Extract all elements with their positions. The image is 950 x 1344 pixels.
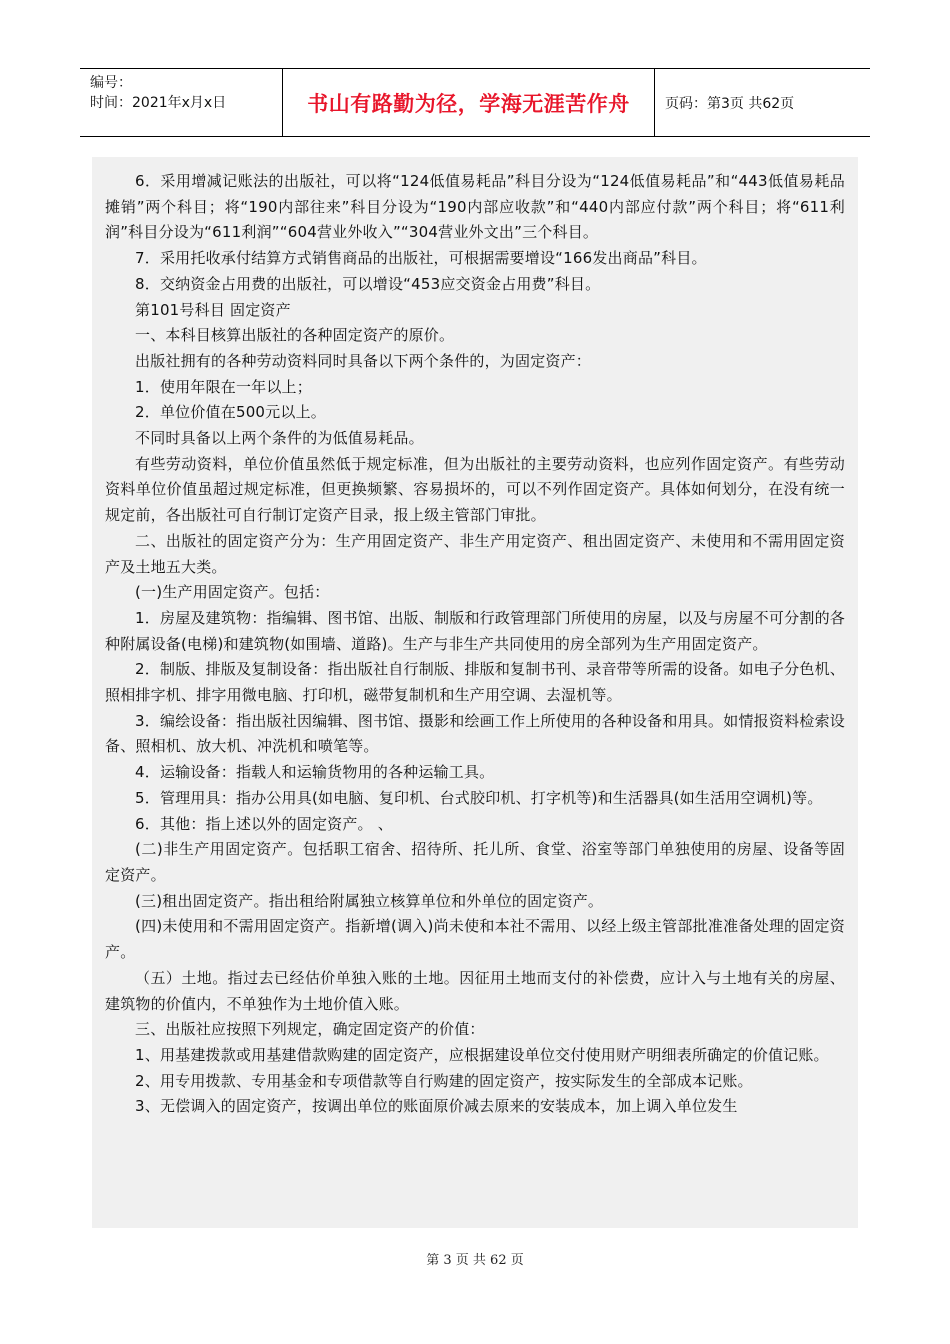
paragraph: 一、本科目核算出版社的各种固定资产的原价。 — [135, 326, 455, 345]
paragraph: 8．交纳资金占用费的出版社，可以增设“453应交资金占用费”科目。 — [135, 274, 601, 293]
paragraph: 出版社拥有的各种劳动资料同时具备以下两个条件的，为固定资产： — [135, 351, 592, 370]
paragraph: (四)未使用和不需用固定资产。指新增(调入)尚未使和本社不需用、以经上级主管部批准准备处理的固定资产。 — [105, 917, 845, 962]
document-text — [105, 169, 845, 1120]
header-motto-cell — [283, 69, 655, 136]
paragraph: 有些劳动资料，单位价值虽然低于规定标准，但为出版社的主要劳动资料，也应列作固定资产。有些劳动资料单位价值虽超过规定标准，但更换频繁、容易损坏的，可以不列作固定资产。具体如何划分，在没有统一规定前，各出版社可自行制订定资产目录，报上级主管部门审批。 — [105, 454, 845, 525]
paragraph: 1．房屋及建筑物：指编辑、图书馆、出版、制版和行政管理部门所使用的房屋，以及与房屋不可分割的各种附属设备(电梯)和建筑物(如围墙、道路)。生产与非生产共同使用的房全部列为生产用固定资产。 — [105, 608, 845, 653]
paragraph: 3．编绘设备：指出版社因编辑、图书馆、摄影和绘画工作上所使用的各种设备和用具。如情报资料检索设备、照相机、放大机、冲洗机和喷笔等。 — [105, 711, 845, 756]
document-body — [92, 157, 858, 1228]
header-meta — [80, 69, 283, 136]
document-time-label: 时间：2021年x月x日 — [90, 95, 227, 111]
paragraph: (一)生产用固定资产。包括： — [135, 583, 330, 602]
paragraph: （五）土地。指过去已经估价单独入账的土地。因征用土地而支付的补偿费，应计入与土地有关的房屋、建筑物的价值内，不单独作为土地价值入账。 — [105, 968, 845, 1013]
paragraph: 不同时具备以上两个条件的为低值易耗品。 — [135, 429, 424, 448]
header-page-cell — [655, 69, 870, 136]
paragraph: 6．采用增减记账法的出版社，可以将“124低值易耗品”科目分设为“124低值易耗品”和“443低值易耗品摊销”两个科目；将“190内部往来”科目分设为“190内部应收款”和“440内部应付款”两个科目；将“611利润”科目分设为“611利润”“604营业外收入”“304营业外文出”三个科目。 — [105, 172, 845, 242]
paragraph: 2．单位价值在500元以上。 — [135, 403, 326, 422]
paragraph: 2、用专用拨款、专用基金和专项借款等自行购建的固定资产，按实际发生的全部成本记账。 — [135, 1071, 753, 1090]
header-motto: 书山有路勤为径，学海无涯苦作舟 — [307, 91, 630, 116]
document-number-label: 编号： — [90, 75, 132, 91]
paragraph: 二、出版社的固定资产分为：生产用固定资产、非生产用定资产、租出固定资产、未使用和不需用固定资产及土地五大类。 — [105, 531, 845, 576]
header-page-label: 页码：第3页 共62页 — [665, 95, 795, 112]
page-footer: 第 3 页 共 62 页 — [426, 1253, 524, 1268]
section-heading: 第101号科目 固定资产 — [135, 300, 291, 319]
paragraph: 三、出版社应按照下列规定，确定固定资产的价值： — [135, 1020, 485, 1039]
paragraph: 4．运输设备：指载人和运输货物用的各种运输工具。 — [135, 763, 495, 782]
paragraph: 1．使用年限在一年以上； — [135, 377, 312, 396]
paragraph: 5．管理用具：指办公用具(如电脑、复印机、台式胶印机、打字机等)和生活器具(如生活用空调机)等。 — [135, 788, 823, 807]
page-header — [80, 68, 870, 137]
paragraph: 2．制版、排版及复制设备：指出版社自行制版、排版和复制书刊、录音带等所需的设备。如电子分色机、照相排字机、排字用微电脑、打印机，磁带复制机和生产用空调、去湿机等。 — [105, 660, 845, 705]
paragraph: 1、用基建拨款或用基建借款购建的固定资产，应根据建设单位交付使用财产明细表所确定的价值记账。 — [135, 1045, 829, 1064]
paragraph: 3、无偿调入的固定资产，按调出单位的账面原价减去原来的安装成本，加上调入单位发生 — [135, 1097, 738, 1116]
paragraph: (三)租出固定资产。指出租给附属独立核算单位和外单位的固定资产。 — [135, 891, 604, 910]
paragraph: 7．采用托收承付结算方式销售商品的出版社，可根据需要增设“166发出商品”科目。 — [135, 249, 707, 268]
paragraph: 6．其他：指上述以外的固定资产。 、 — [135, 814, 393, 833]
paragraph: (二)非生产用固定资产。包括职工宿舍、招待所、托儿所、食堂、浴室等部门单独使用的房屋、设备等固定资产。 — [105, 840, 845, 884]
